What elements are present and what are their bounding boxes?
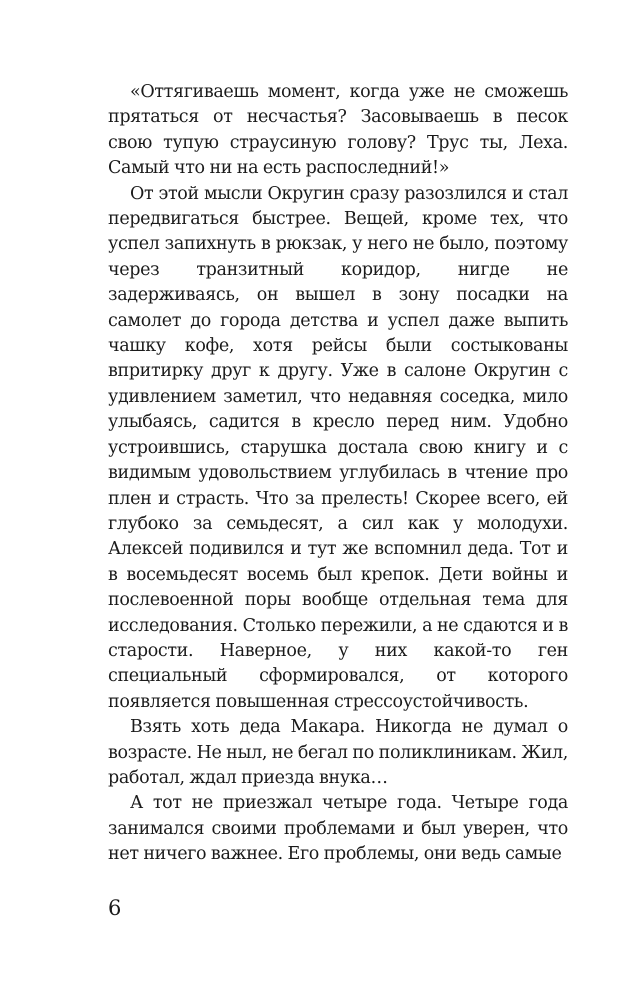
body-text [108,80,568,868]
paragraph: От этой мысли Округин сразу разозлился и стал передвигаться быстрее. Вещей, кроме тех, что успел запихнуть в рюкзак, у него не было, поэтому через транзитный коридор, нигде не задерживаясь, он вышел в зону посадки на самолет до города детства и успел даже выпить чашку кофе, хотя рейсы были состыкованы впритирку друг к другу. Уже в салоне Округин с удивлением заметил, что недавняя соседка, мило улыбаясь, садится в кресло перед ним. Удобно устроившись, старушка достала свою книгу и с видимым удовольствием углубилась в чтение про плен и страсть. Что за прелесть! Скорее всего, ей глубоко за семьдесят, а сил как у молодухи. Алексей подивился и тут же вспомнил деда. Тот и в восемьдесят восемь был крепок. Дети войны и послевоенной поры вообще отдельная тема для исследования. Столько пережили, а не сдаются и в старости. Наверное, у них какой-то ген специальный сформировался, от которого появляется повышенная стрессоустойчивость. [108,183,568,712]
paragraph: А тот не приезжал четыре года. Четыре года занимался своими проблемами и был уверен, что нет ничего важнее. Его проблемы, они ведь самые [108,793,568,865]
page-number: 6 [108,896,122,920]
paragraph: Взять хоть деда Макара. Никогда не думал о возрасте. Не ныл, не бегал по поликлиникам. Жил, работал, ждал приезда внука… [108,717,568,788]
paragraph: «Оттягиваешь момент, когда уже не сможешь прятаться от несчастья? Засовываешь в песок свою тупую страусиную голову? Трус ты, Леха. Самый что ни на есть распоследний!» [108,82,568,179]
